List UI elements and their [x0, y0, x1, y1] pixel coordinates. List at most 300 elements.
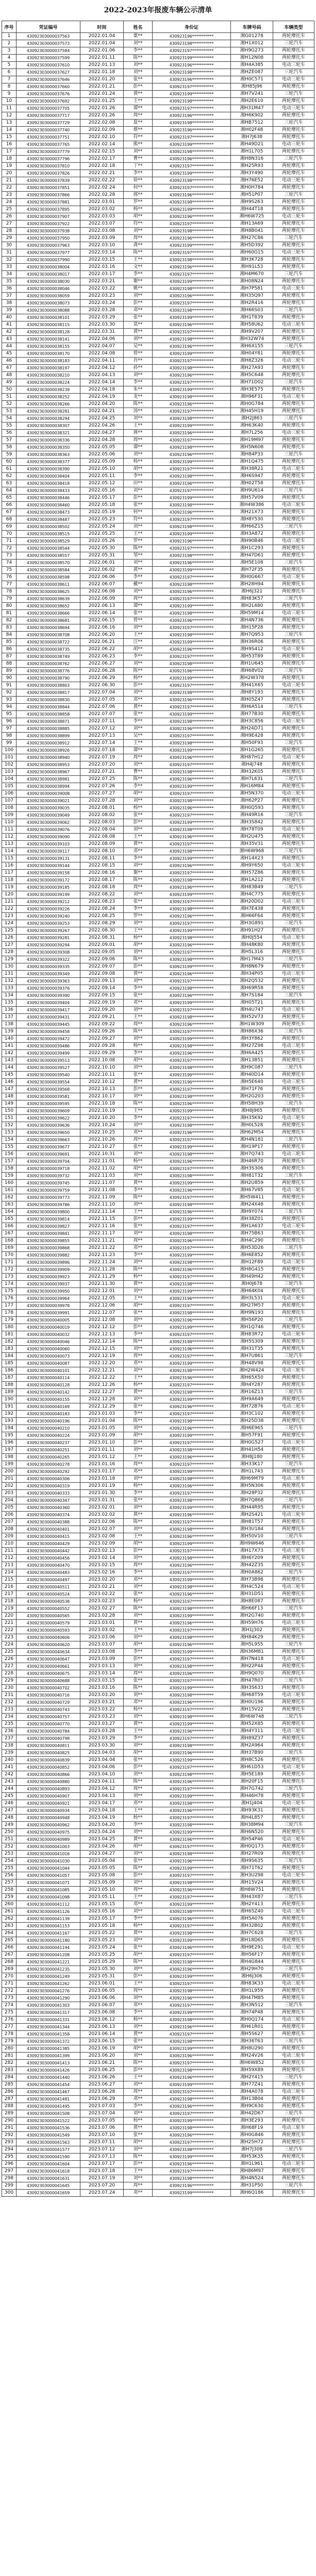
cell-vehicle-type: 电动三轮车	[273, 1043, 314, 1050]
cell-vehicle-type: 两轮摩托车	[273, 963, 314, 971]
cell-id-card: 430923198***********	[153, 1151, 231, 1158]
cell-plate: 湘H85J96	[231, 83, 273, 91]
cell-name: 谭**	[124, 747, 153, 754]
cell-index: 291	[2, 2125, 16, 2132]
table-row	[2, 1937, 314, 1944]
cell-name: 邓**	[124, 848, 153, 855]
cell-id-card: 430923199***********	[153, 1829, 231, 1836]
table-row	[2, 293, 314, 300]
cell-plate: 湘H6W852	[231, 2060, 273, 2067]
cell-name: 蔡**	[124, 127, 153, 134]
cell-plate: 湘H2J863	[231, 415, 273, 422]
cell-plate: 湘H2U475	[231, 834, 273, 841]
table-row	[2, 502, 314, 509]
cell-id-card: 430923196***********	[153, 1266, 231, 1274]
cell-date: 2022.11.28	[80, 1266, 124, 1274]
cell-vehicle-type: 两轮摩托车	[273, 2067, 314, 2074]
table-row	[2, 2139, 314, 2146]
cell-name: 杨**	[124, 1158, 153, 1165]
cell-id-card: 430923198***********	[153, 1259, 231, 1266]
cell-index: 279	[2, 2038, 16, 2045]
cell-id-card: 430923197***********	[153, 47, 231, 55]
cell-plate: 湘H02T58	[231, 480, 273, 487]
cell-plate: 湘H1U645	[231, 660, 273, 668]
cell-date: 2023.02.08	[80, 1533, 124, 1540]
cell-plate: 湘H7G742	[231, 1786, 273, 1793]
cell-id-card: 430923197***********	[153, 733, 231, 740]
cell-date: 2022.07.11	[80, 718, 124, 725]
cell-vehicle-type: 电动三轮车	[273, 2161, 314, 2168]
table-row	[2, 1396, 314, 1403]
cell-certificate-no: 43092303000040989	[16, 1836, 80, 1843]
cell-date: 2023.04.19	[80, 1815, 124, 1822]
cell-name: 邓**	[124, 1901, 153, 1908]
cell-vehicle-type: 两轮摩托车	[273, 1375, 314, 1382]
cell-name: 李**	[124, 271, 153, 278]
cell-certificate-no: 43092303000039021	[16, 798, 80, 805]
cell-name: 刘**	[124, 40, 153, 47]
table-row	[2, 812, 314, 819]
cell-id-card: 430923198***********	[153, 120, 231, 127]
cell-plate: 湘H44R95	[231, 1504, 273, 1512]
cell-vehicle-type: 两轮摩托车	[273, 1180, 314, 1187]
cell-certificate-no: 43092303000037950	[16, 235, 80, 242]
cell-plate: 湘H5E189	[231, 1771, 273, 1778]
cell-name: 刘**	[124, 1908, 153, 1916]
cell-plate: 湘H68T59	[231, 1692, 273, 1699]
cell-vehicle-type: 两轮摩托车	[273, 473, 314, 480]
cell-index: 35	[2, 278, 16, 285]
cell-id-card: 430923199***********	[153, 314, 231, 321]
cell-vehicle-type: 三轮汽车	[273, 415, 314, 422]
cell-plate: 湘H9S412	[231, 646, 273, 653]
cell-date: 2022.08.17	[80, 877, 124, 884]
cell-index: 216	[2, 1584, 16, 1591]
table-row	[2, 473, 314, 480]
cell-date: 2023.01.05	[80, 1425, 124, 1432]
table-row	[2, 1367, 314, 1375]
cell-index: 5	[2, 62, 16, 69]
cell-index: 251	[2, 1836, 16, 1843]
table-row	[2, 718, 314, 725]
cell-plate: 湘H4M670	[231, 271, 273, 278]
cell-id-card: 430923198***********	[153, 1879, 231, 1887]
table-row	[2, 2161, 314, 2168]
cell-certificate-no: 43092303000039609	[16, 1108, 80, 1115]
cell-id-card: 430923197***********	[153, 1627, 231, 1634]
cell-date: 2022.03.21	[80, 278, 124, 285]
cell-plate: 湘H44T18	[231, 206, 273, 213]
cell-plate: 湘H40D14	[231, 1072, 273, 1079]
cell-vehicle-type: 电动三轮车	[273, 249, 314, 257]
cell-id-card: 430923196***********	[153, 725, 231, 733]
cell-id-card: 430923196***********	[153, 1209, 231, 1216]
cell-date: 2022.09.05	[80, 949, 124, 956]
cell-date: 2022.11.23	[80, 1252, 124, 1259]
cell-plate: 湘H71D02	[231, 379, 273, 386]
cell-name: 刘**	[124, 1793, 153, 1800]
cell-vehicle-type: 三轮汽车	[273, 704, 314, 711]
cell-plate: 湘H9V207	[231, 329, 273, 336]
table-row	[2, 1872, 314, 1879]
table-row	[2, 588, 314, 596]
cell-index: 154	[2, 1137, 16, 1144]
cell-vehicle-type: 两轮摩托车	[273, 1959, 314, 1966]
cell-index: 111	[2, 826, 16, 834]
table-row	[2, 480, 314, 487]
cell-certificate-no: 43092303000040497	[16, 1577, 80, 1584]
cell-certificate-no: 43092303000039745	[16, 1180, 80, 1187]
cell-name: 邓**	[124, 1360, 153, 1367]
cell-certificate-no: 43092303000040155	[16, 1396, 80, 1403]
cell-vehicle-type: 两轮摩托车	[273, 372, 314, 379]
table-row	[2, 1988, 314, 1995]
cell-id-card: 430923197***********	[153, 83, 231, 91]
cell-name: 刘**	[124, 725, 153, 733]
cell-date: 2022.09.27	[80, 1036, 124, 1043]
cell-vehicle-type: 两轮摩托车	[273, 819, 314, 826]
cell-plate: 湘H57Z86	[231, 870, 273, 877]
cell-date: 2022.02.28	[80, 192, 124, 199]
cell-name: 周**	[124, 884, 153, 891]
cell-certificate-no: 43092303000041604	[16, 2161, 80, 2168]
cell-date: 2022.09.22	[80, 1021, 124, 1028]
cell-plate: 湘H46R70	[231, 1158, 273, 1165]
cell-plate: 湘H0L528	[231, 1122, 273, 1129]
cell-date: 2022.09.20	[80, 1007, 124, 1014]
table-row	[2, 184, 314, 192]
cell-vehicle-type: 电动三轮车	[273, 358, 314, 365]
cell-id-card: 430923196***********	[153, 451, 231, 459]
cell-id-card: 430923197***********	[153, 487, 231, 495]
cell-plate: 湘H3E575	[231, 386, 273, 394]
cell-plate: 湘H17X73	[231, 1548, 273, 1555]
cell-index: 129	[2, 956, 16, 963]
cell-id-card: 430923197***********	[153, 1490, 231, 1497]
table-row	[2, 2096, 314, 2103]
cell-index: 54	[2, 415, 16, 422]
cell-plate: 湘H7U861	[231, 1353, 273, 1360]
cell-plate: 湘H3Y862	[231, 1036, 273, 1043]
cell-name: 刘**	[124, 1230, 153, 1238]
cell-plate: 湘H38R21	[231, 466, 273, 473]
cell-certificate-no: 43092303000041003	[16, 1843, 80, 1851]
cell-date: 2022.06.30	[80, 682, 124, 689]
cell-date: 2022.11.10	[80, 1201, 124, 1209]
table-row	[2, 2182, 314, 2190]
cell-certificate-no: 43092303000041085	[16, 1887, 80, 1894]
cell-name: 黄**	[124, 329, 153, 336]
cell-id-card: 430923196***********	[153, 1944, 231, 1952]
cell-index: 261	[2, 1908, 16, 1916]
cell-index: 221	[2, 1620, 16, 1627]
table-row	[2, 1454, 314, 1461]
cell-name: 黄**	[124, 704, 153, 711]
table-row	[2, 877, 314, 884]
cell-vehicle-type: 两轮摩托车	[273, 675, 314, 682]
table-row	[2, 47, 314, 55]
cell-certificate-no: 43092303000040265	[16, 1454, 80, 1461]
cell-certificate-no: 43092303000041180	[16, 1937, 80, 1944]
cell-id-card: 430923197***********	[153, 1519, 231, 1526]
table-row	[2, 1439, 314, 1447]
cell-plate: 湘H3S306	[231, 1165, 273, 1173]
cell-plate: 湘H59H76	[231, 1620, 273, 1627]
cell-vehicle-type: 两轮摩托车	[273, 2190, 314, 2197]
cell-vehicle-type: 两轮摩托车	[273, 408, 314, 415]
table-row	[2, 112, 314, 120]
cell-date: 2022.06.07	[80, 581, 124, 588]
cell-certificate-no: 43092303000038639	[16, 596, 80, 603]
cell-index: 112	[2, 834, 16, 841]
table-row	[2, 1865, 314, 1872]
cell-plate: 湘H62M54	[231, 1129, 273, 1137]
cell-certificate-no: 43092303000041358	[16, 2031, 80, 2038]
table-row	[2, 841, 314, 848]
cell-vehicle-type: 两轮摩托车	[273, 1916, 314, 1923]
cell-vehicle-type: 两轮摩托车	[273, 257, 314, 264]
cell-name: 张**	[124, 2132, 153, 2139]
cell-certificate-no: 43092303000041481	[16, 2096, 80, 2103]
cell-date: 2023.01.04	[80, 1418, 124, 1425]
cell-certificate-no: 43092303000040388	[16, 1519, 80, 1526]
cell-date: 2023.02.14	[80, 1555, 124, 1562]
cell-index: 78	[2, 588, 16, 596]
table-row	[2, 913, 314, 920]
cell-id-card: 430923196***********	[153, 1129, 231, 1137]
cell-plate: 湘H9C630	[231, 2103, 273, 2110]
table-row	[2, 1829, 314, 1836]
cell-plate: 湘H34P05	[231, 971, 273, 978]
cell-certificate-no: 43092303000039212	[16, 899, 80, 906]
cell-plate: 湘H28H94	[231, 581, 273, 588]
cell-vehicle-type: 两轮摩托车	[273, 1901, 314, 1908]
cell-name: 刘**	[124, 2175, 153, 2182]
cell-vehicle-type: 两轮摩托车	[273, 480, 314, 487]
table-row	[2, 1908, 314, 1916]
cell-date: 2022.11.14	[80, 1209, 124, 1216]
cell-date: 2022.12.29	[80, 1403, 124, 1411]
cell-index: 13	[2, 120, 16, 127]
table-row	[2, 1490, 314, 1497]
cell-index: 160	[2, 1180, 16, 1187]
cell-plate: 湘H43X87	[231, 1894, 273, 1901]
cell-id-card: 430923198***********	[153, 718, 231, 725]
cell-plate: 湘H59M14	[231, 610, 273, 617]
cell-vehicle-type: 两轮摩托车	[273, 1483, 314, 1490]
cell-date: 2023.01.11	[80, 1447, 124, 1454]
cell-certificate-no: 43092303000040620	[16, 1641, 80, 1649]
cell-certificate-no: 43092303000040716	[16, 1692, 80, 1699]
cell-index: 236	[2, 1728, 16, 1735]
cell-plate: 湘H1A212	[231, 877, 273, 884]
cell-vehicle-type: 两轮摩托车	[273, 2175, 314, 2182]
cell-vehicle-type: 电动三轮车	[273, 1331, 314, 1338]
cell-index: 163	[2, 1201, 16, 1209]
cell-vehicle-type: 两轮摩托车	[273, 495, 314, 502]
table-row	[2, 40, 314, 47]
table-row	[2, 2074, 314, 2081]
table-row	[2, 581, 314, 588]
cell-index: 144	[2, 1064, 16, 1072]
cell-plate: 湘H13A69	[231, 221, 273, 228]
cell-vehicle-type: 两轮摩托车	[273, 2081, 314, 2089]
cell-certificate-no: 43092303000038994	[16, 783, 80, 790]
cell-date: 2022.01.11	[80, 55, 124, 62]
cell-id-card: 430923198***********	[153, 444, 231, 451]
cell-date: 2022.03.03	[80, 213, 124, 221]
cell-certificate-no: 43092303000041030	[16, 1858, 80, 1865]
cell-date: 2023.05.29	[80, 1959, 124, 1966]
cell-name: 张**	[124, 314, 153, 321]
cell-date: 2023.03.01	[80, 1620, 124, 1627]
cell-index: 162	[2, 1194, 16, 1201]
cell-plate: 湘H3E293	[231, 2117, 273, 2125]
table-row	[2, 62, 314, 69]
cell-date: 2022.11.08	[80, 1187, 124, 1194]
cell-plate: 湘H2S421	[231, 1512, 273, 1519]
cell-plate: 湘H31T35	[231, 1346, 273, 1353]
cell-certificate-no: 43092303000040429	[16, 1540, 80, 1548]
cell-name: 王**	[124, 1807, 153, 1815]
cell-plate: 湘H1W309	[231, 1021, 273, 1028]
cell-name: 王**	[124, 1533, 153, 1540]
cell-id-card: 430923198***********	[153, 148, 231, 156]
cell-date: 2022.04.20	[80, 401, 124, 408]
cell-id-card: 430923199***********	[153, 1504, 231, 1512]
cell-vehicle-type: 三轮汽车	[273, 192, 314, 199]
cell-date: 2022.09.06	[80, 956, 124, 963]
cell-certificate-no: 43092303000039076	[16, 826, 80, 834]
cell-certificate-no: 43092303000039376	[16, 985, 80, 992]
cell-id-card: 430923197***********	[153, 300, 231, 307]
cell-date: 2022.11.01	[80, 1158, 124, 1165]
cell-id-card: 430923196***********	[153, 971, 231, 978]
cell-plate: 湘H8U290	[231, 2045, 273, 2053]
cell-name: 李**	[124, 1822, 153, 1829]
cell-plate: 湘H6A425	[231, 1050, 273, 1057]
cell-vehicle-type: 两轮摩托车	[273, 1952, 314, 1959]
cell-name: 罗**	[124, 538, 153, 545]
cell-vehicle-type: 两轮摩托车	[273, 1555, 314, 1562]
cell-date: 2022.05.26	[80, 538, 124, 545]
cell-name: 胡**	[124, 1302, 153, 1310]
cell-index: 223	[2, 1634, 16, 1641]
cell-name: 胡**	[124, 1952, 153, 1959]
table-row	[2, 235, 314, 242]
cell-vehicle-type: 电动三轮车	[273, 1908, 314, 1916]
cell-date: 2023.03.21	[80, 1699, 124, 1706]
cell-id-card: 430923196***********	[153, 588, 231, 596]
cell-plate: 湘H6Q186	[231, 2190, 273, 2197]
cell-id-card: 430923198***********	[153, 2067, 231, 2074]
cell-vehicle-type: 两轮摩托车	[273, 2168, 314, 2175]
cell-certificate-no: 43092303000039718	[16, 1165, 80, 1173]
cell-certificate-no: 43092303000039486	[16, 1043, 80, 1050]
cell-certificate-no: 43092303000037851	[16, 184, 80, 192]
cell-index: 240	[2, 1757, 16, 1764]
cell-id-card: 430923197***********	[153, 1137, 231, 1144]
table-row	[2, 1223, 314, 1230]
cell-id-card: 430923199***********	[153, 1613, 231, 1620]
header-certificate-no: 凭证编号	[16, 21, 80, 33]
table-row	[2, 1483, 314, 1490]
cell-index: 150	[2, 1108, 16, 1115]
cell-date: 2023.05.08	[80, 1872, 124, 1879]
cell-name: 周**	[124, 112, 153, 120]
cell-vehicle-type: 两轮摩托车	[273, 1504, 314, 1512]
cell-index: 34	[2, 271, 16, 278]
cell-name: 彭**	[124, 682, 153, 689]
cell-id-card: 430923197***********	[153, 1057, 231, 1064]
cell-vehicle-type: 三轮汽车	[273, 596, 314, 603]
cell-name: 杨**	[124, 1598, 153, 1605]
table-row	[2, 1916, 314, 1923]
cell-vehicle-type: 两轮摩托车	[273, 927, 314, 935]
cell-vehicle-type: 电动三轮车	[273, 610, 314, 617]
table-row	[2, 1663, 314, 1670]
cell-plate: 湘H66Z15	[231, 523, 273, 531]
cell-date: 2023.06.25	[80, 2067, 124, 2074]
cell-id-card: 430923197***********	[153, 812, 231, 819]
cell-certificate-no: 43092303000040606	[16, 1634, 80, 1641]
cell-vehicle-type: 两轮摩托车	[273, 437, 314, 444]
cell-plate: 湘H04Y81	[231, 350, 273, 358]
cell-date: 2022.07.28	[80, 798, 124, 805]
cell-certificate-no: 43092303000039144	[16, 862, 80, 870]
cell-plate: 湘H08N24	[231, 278, 273, 285]
table-row	[2, 1980, 314, 1988]
cell-vehicle-type: 两轮摩托车	[273, 949, 314, 956]
cell-id-card: 430923197***********	[153, 184, 231, 192]
cell-certificate-no: 43092303000039732	[16, 1173, 80, 1180]
cell-name: 曾**	[124, 350, 153, 358]
cell-id-card: 430923199***********	[153, 2081, 231, 2089]
cell-certificate-no: 43092303000039062	[16, 819, 80, 826]
table-row	[2, 697, 314, 704]
cell-date: 2022.04.08	[80, 350, 124, 358]
cell-name: 王**	[124, 1295, 153, 1302]
cell-index: 211	[2, 1548, 16, 1555]
table-row	[2, 639, 314, 646]
cell-date: 2022.02.08	[80, 120, 124, 127]
cell-date: 2022.05.10	[80, 466, 124, 473]
cell-plate: 湘H56F17	[231, 1952, 273, 1959]
cell-plate: 湘H24V26	[231, 2053, 273, 2060]
cell-index: 37	[2, 293, 16, 300]
table-row	[2, 1411, 314, 1418]
table-row	[2, 1338, 314, 1346]
cell-name: 王**	[124, 632, 153, 639]
cell-name: 胡**	[124, 213, 153, 221]
table-row	[2, 617, 314, 624]
cell-plate: 湘H32K05	[231, 769, 273, 776]
cell-index: 59	[2, 451, 16, 459]
cell-vehicle-type: 电动三轮车	[273, 935, 314, 942]
table-row	[2, 415, 314, 422]
cell-index: 124	[2, 920, 16, 927]
cell-plate: 湘H42D67	[231, 2110, 273, 2117]
cell-index: 103	[2, 769, 16, 776]
table-row	[2, 336, 314, 343]
cell-plate: 湘H5A076	[231, 1916, 273, 1923]
cell-date: 2023.02.16	[80, 1569, 124, 1577]
cell-certificate-no: 43092303000040511	[16, 1584, 80, 1591]
cell-plate: 湘H8C526	[231, 1757, 273, 1764]
cell-plate: 湘H73B98	[231, 1577, 273, 1584]
cell-date: 2022.03.30	[80, 321, 124, 329]
cell-certificate-no: 43092303000038059	[16, 293, 80, 300]
